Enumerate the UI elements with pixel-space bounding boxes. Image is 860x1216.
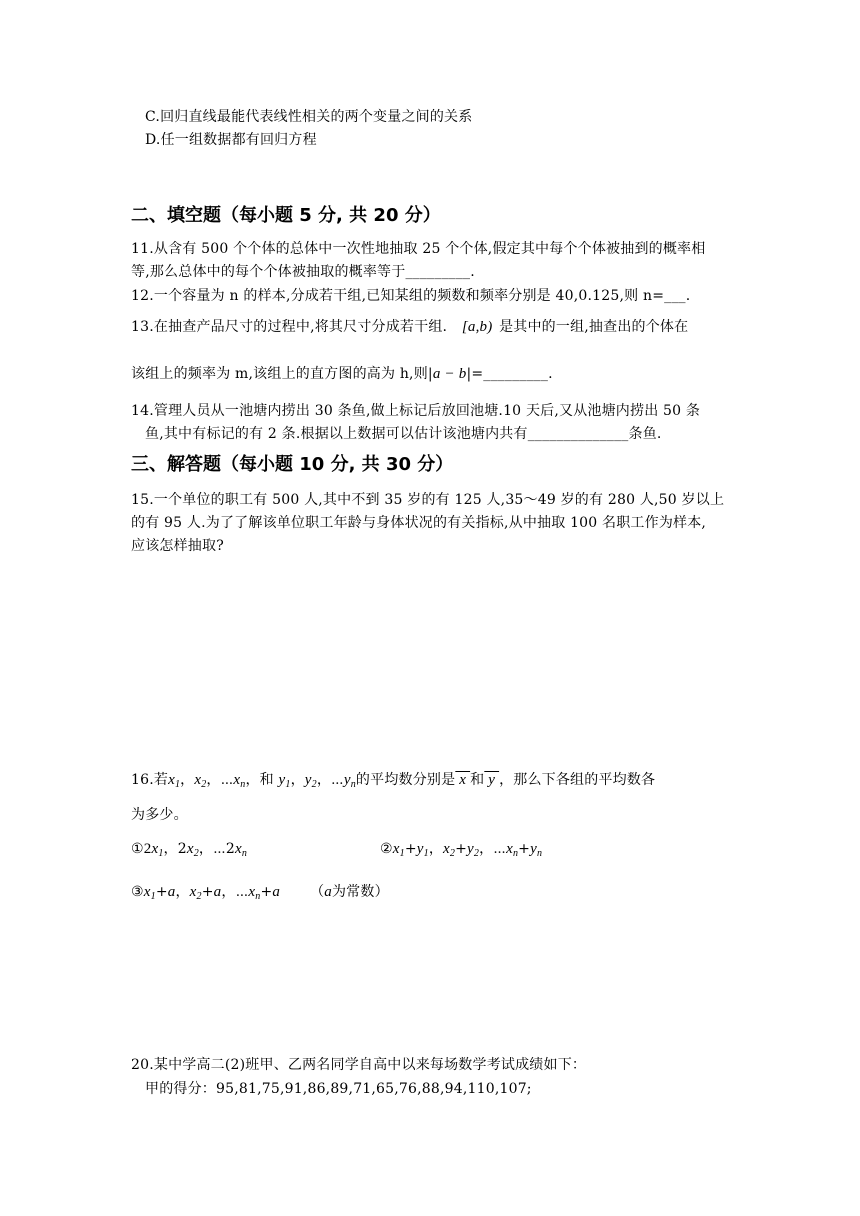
question-15-line-1: 15.一个单位的职工有 500 人,其中不到 35 岁的有 125 人,35～49 岁的有 280 人,50 岁以上: [131, 492, 725, 508]
question-20-line-1: 20.某中学高二(2)班甲、乙两名同学自高中以来每场数学考试成绩如下：: [131, 1057, 587, 1073]
question-13-line-2: [131, 364, 553, 384]
question-11-line-1: 11.从含有 500 个个体的总体中一次性地抽取 25 个个体,假定其中每个个体被抽到的概率相: [131, 241, 706, 257]
question-20-line-2: 甲的得分：95,81,75,91,86,89,71,65,76,88,94,110,107;: [145, 1081, 532, 1097]
question-13-text-a: 13.在抽查产品尺寸的过程中,将其尺寸分成若干组.: [131, 319, 448, 335]
question-13-text-d: |=_________.: [466, 366, 553, 382]
question-16-item-3-label: ③: [131, 884, 144, 900]
question-13-text-b: 是其中的一组,抽查出的个体在: [499, 319, 689, 335]
question-16-item-2-label: ②: [380, 841, 393, 857]
question-16-mid: 的平均数分别是: [355, 772, 456, 788]
question-12: 12.一个容量为 n 的样本,分成若干组,已知某组的频数和频率分别是 40,0.125,则 n=___.: [131, 288, 691, 304]
question-13-abs-expression: a − b: [432, 366, 467, 382]
option-d: D.任一组数据都有回归方程: [145, 132, 317, 148]
question-16-item-2: $②x_1+y_1$，$x_2+y_2$，$\cdots x_n+y_n$: [380, 841, 543, 859]
section-heading-solutions: 三、解答题（每小题 10 分, 共 30 分）: [131, 454, 454, 475]
question-16-item-1-label: ①: [131, 841, 144, 857]
option-c: C.回归直线最能代表线性相关的两个变量之间的关系: [145, 109, 473, 125]
question-16-item-3: $③x_1+a$，$x_2+a$，$\cdots x_n+a$ （a为常数）: [131, 884, 389, 902]
question-11-line-2: 等,那么总体中的每个个体被抽取的概率等于_________.: [131, 264, 475, 280]
question-13-text-c: 该组上的频率为 m,该组上的直方图的高为 h,则|: [131, 366, 433, 382]
question-16-line-2: 为多少。: [131, 807, 188, 823]
question-16-suffix: ，那么下各组的平均数各: [499, 772, 656, 788]
question-15-line-2: 的有 95 人.为了了解该单位职工年龄与身体状况的有关指标,从中抽取 100 名职工作为样本,: [131, 515, 707, 531]
question-15-line-3: 应该怎样抽取?: [131, 538, 224, 554]
question-13-line-1: [131, 317, 688, 337]
section-heading-fill-blank: 二、填空题（每小题 5 分, 共 20 分）: [131, 205, 441, 226]
question-14-line-2: 鱼,其中有标记的有 2 条.根据以上数据可以估计该池塘内共有______________条鱼.: [145, 426, 662, 442]
question-16-item-1: $①2x_1$，$2x_2$，$\cdots 2x_n$: [131, 841, 248, 859]
question-16-item-3-note: 为常数）: [331, 884, 389, 900]
question-16-and: 和: [470, 772, 485, 788]
question-16-line-1: 16.若$x_1$，$x_2$，$\cdots x_n$，和 $y_1$，$y_2$，$\cdots y_n$的平均数分别是 x 和 y ，那么下各组的平均数各: [131, 772, 656, 790]
question-14-line-1: 14.管理人员从一池塘内捞出 30 条鱼,做上标记后放回池塘.10 天后,又从池塘内捞出 50 条: [131, 403, 701, 419]
question-13-interval: [a,b): [461, 319, 493, 335]
question-16-prefix: 16.若: [131, 772, 169, 788]
